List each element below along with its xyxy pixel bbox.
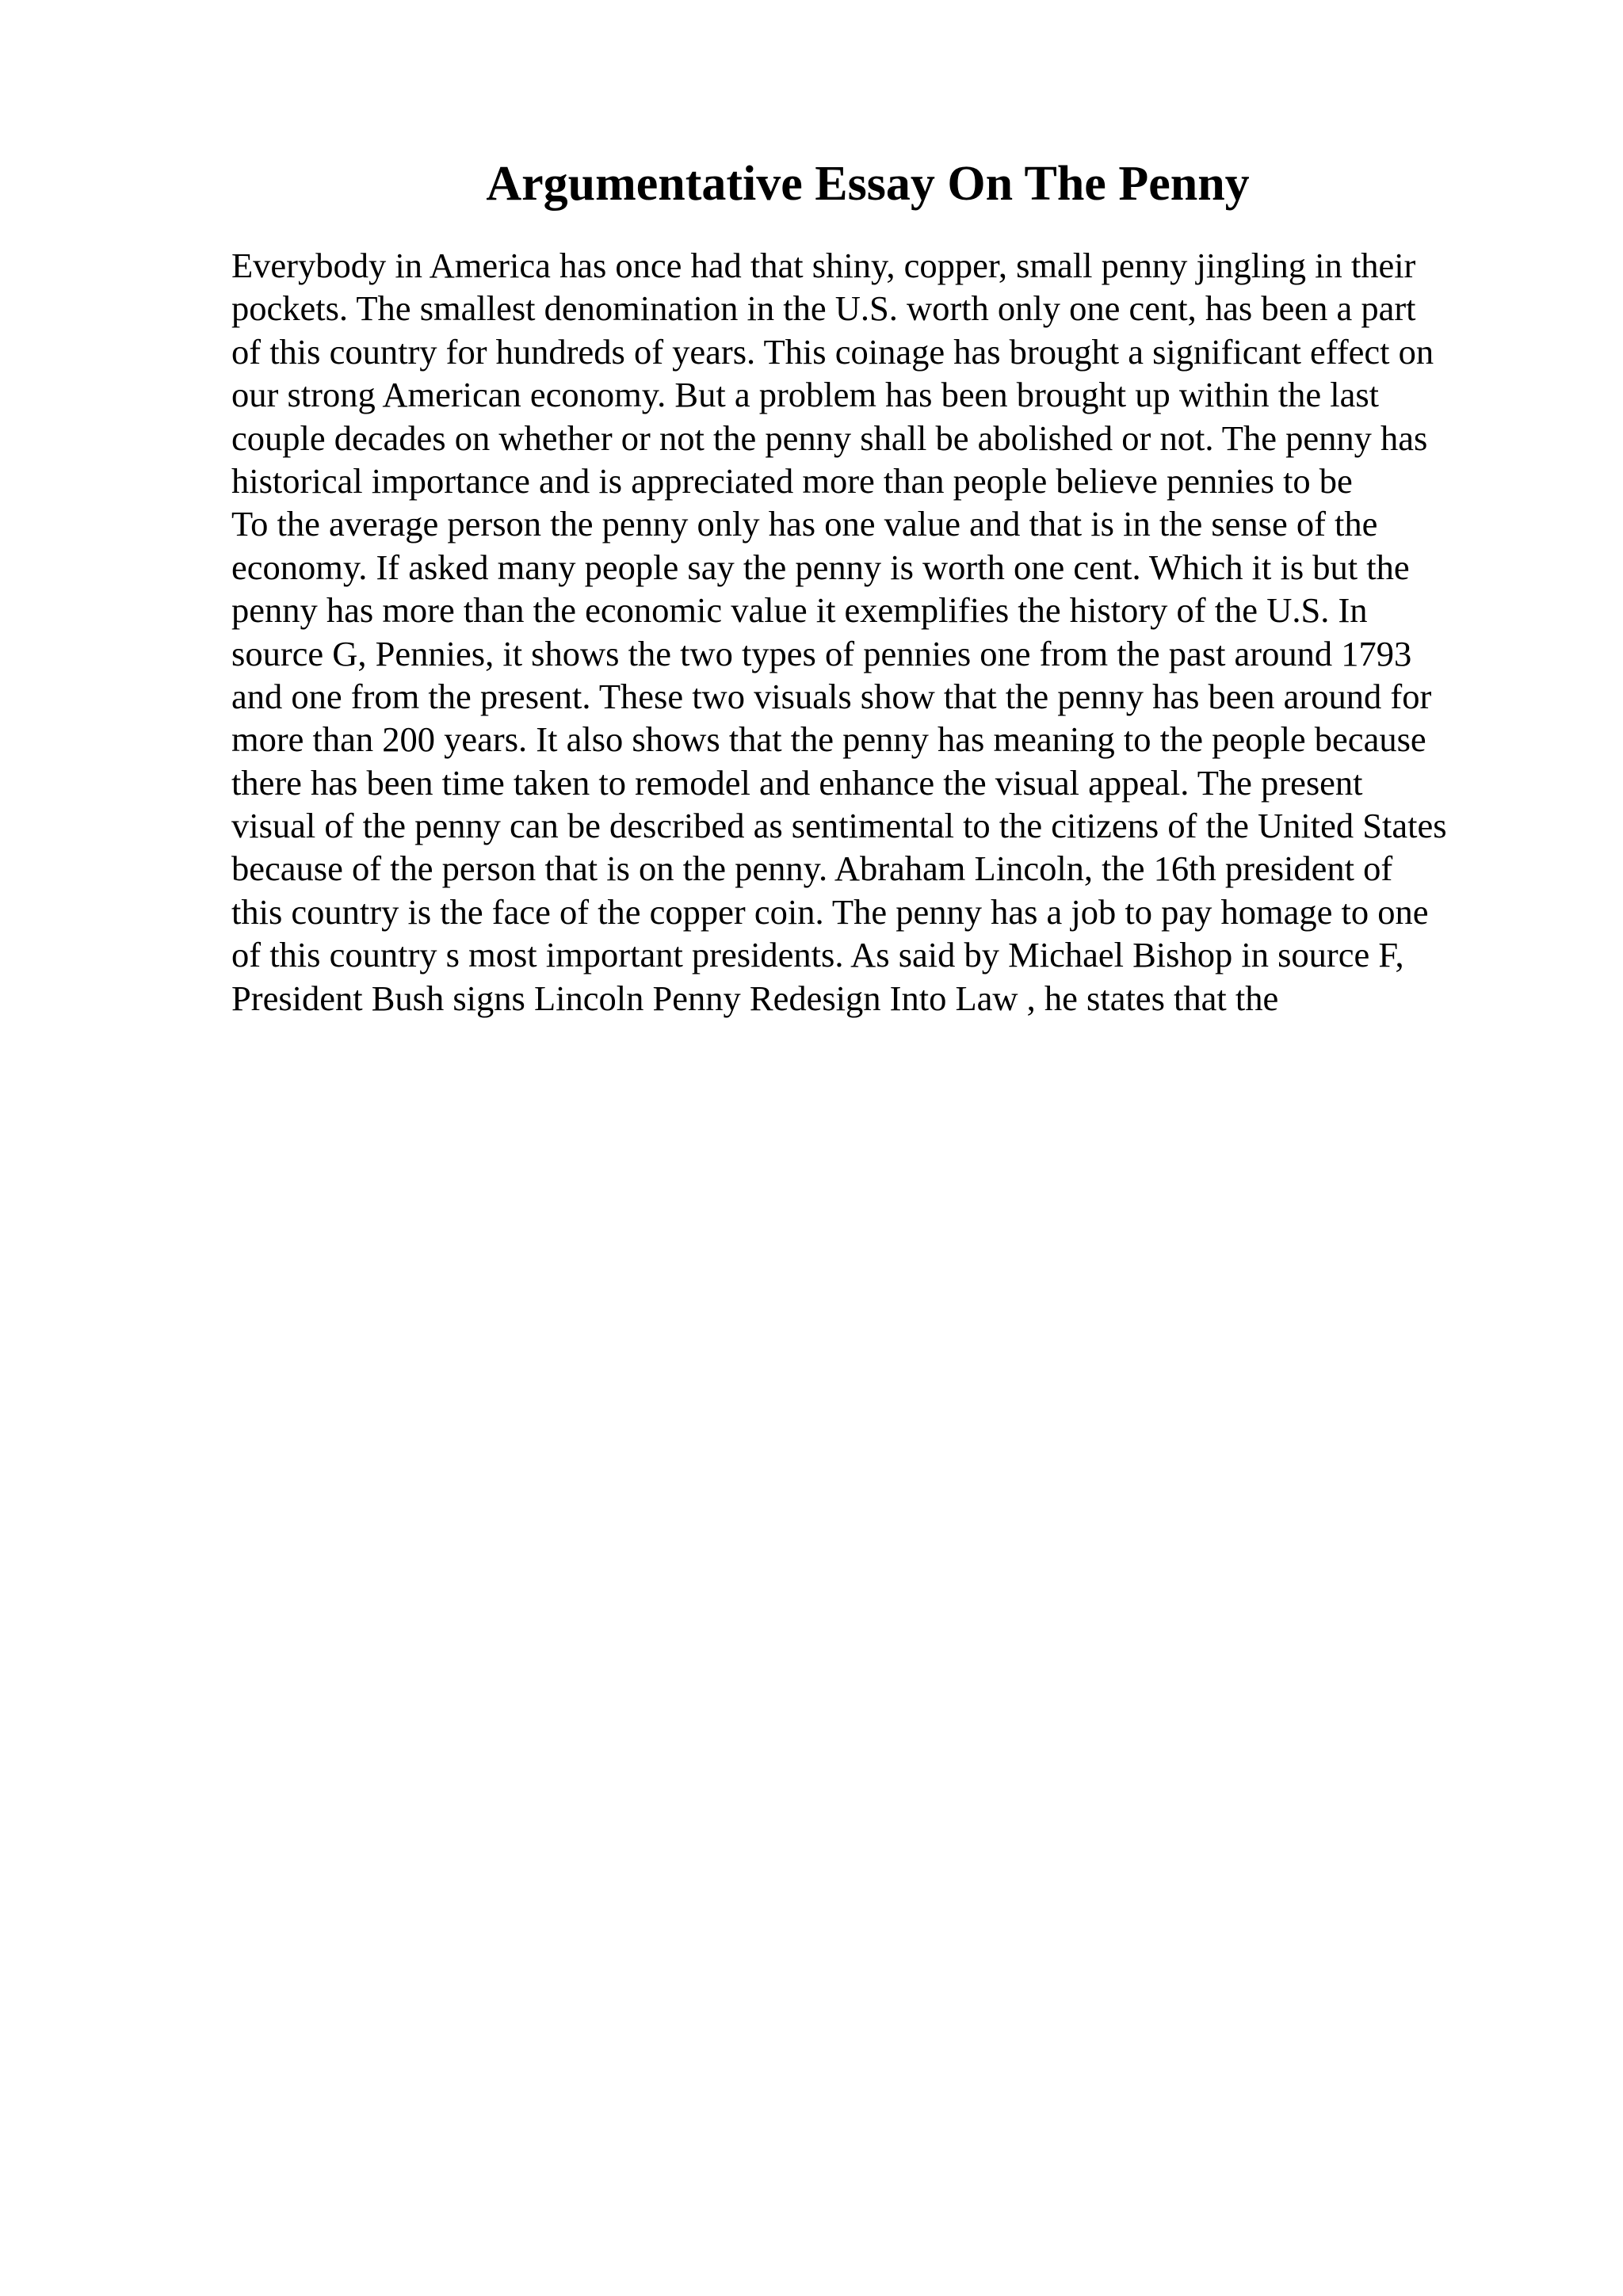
essay-line: visual of the penny can be described as sentimental to the citizens of the United States [231, 806, 1447, 846]
essay-body [231, 244, 1610, 1020]
essay-line: of this country for hundreds of years. This coinage has brought a significant effect on [231, 331, 1434, 372]
essay-line: because of the person that is on the penny. Abraham Lincoln, the 16th president of [231, 849, 1393, 889]
essay-line: To the average person the penny only has one value and that is in the sense of the [231, 504, 1378, 544]
essay-line: source G, Pennies, it shows the two types of pennies one from the past around 1793 [231, 633, 1412, 673]
essay-line: and one from the present. These two visuals show that the penny has been around for [231, 676, 1432, 716]
essay-line: this country is the face of the copper coin. The penny has a job to pay homage to one [231, 891, 1429, 932]
essay-line: more than 200 years. It also shows that the penny has meaning to the people because [231, 719, 1426, 760]
essay-line: economy. If asked many people say the penny is worth one cent. Which it is but the [231, 547, 1410, 587]
essay-line: our strong American economy. But a problem has been brought up within the last [231, 375, 1380, 415]
essay-line: President Bush signs Lincoln Penny Redesign Into Law , he states that the [231, 978, 1279, 1018]
essay-line: historical importance and is appreciated more than people believe pennies to be [231, 460, 1353, 501]
essay-line: pockets. The smallest denomination in the U.S. worth only one cent, has been a part [231, 288, 1416, 329]
essay-line: Everybody in America has once had that shiny, copper, small penny jingling in their [231, 246, 1416, 285]
essay-line: of this country s most important presidents. As said by Michael Bishop in source F, [231, 935, 1404, 975]
essay-title: Argumentative Essay On The Penny [486, 157, 1250, 211]
essay-line: penny has more than the economic value it exemplifies the history of the U.S. In [231, 590, 1368, 631]
essay-line: couple decades on whether or not the penny shall be abolished or not. The penny has [231, 418, 1428, 458]
essay-line: there has been time taken to remodel and enhance the visual appeal. The present [231, 762, 1363, 803]
